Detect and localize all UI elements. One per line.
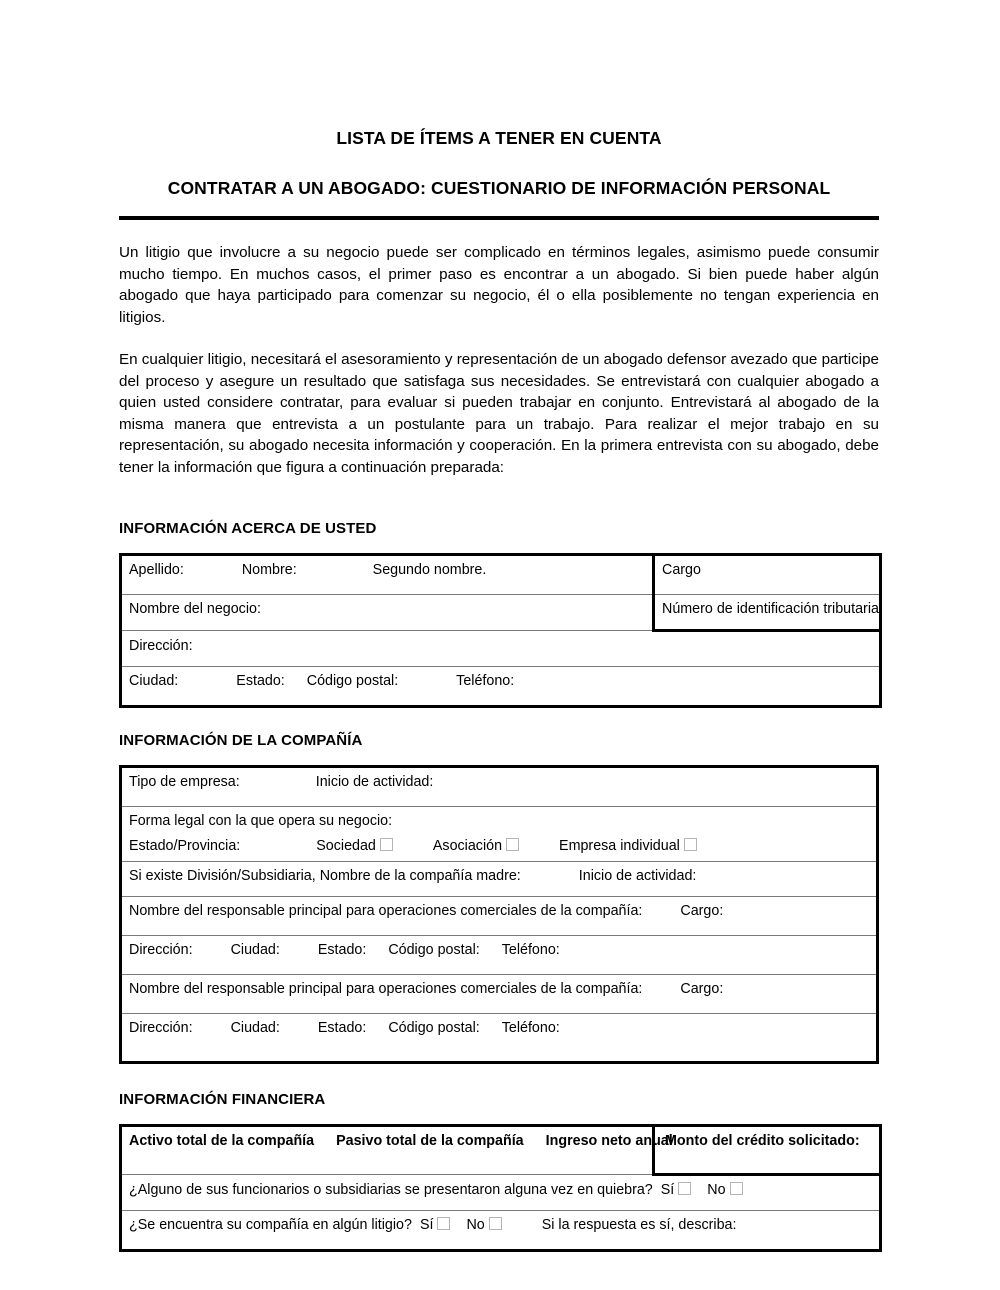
header-divider xyxy=(119,216,879,220)
checkbox-bankruptcy-yes[interactable] xyxy=(678,1182,691,1195)
label-phone-2: Teléfono: xyxy=(501,1020,560,1036)
label-address-2: Dirección: xyxy=(129,1020,193,1036)
table-row xyxy=(121,1211,881,1251)
label-tax-id: Número de identificación tributaria xyxy=(662,601,879,617)
label-responsible-position-1: Cargo: xyxy=(680,903,724,919)
cell-legal-form[interactable] xyxy=(121,807,878,862)
label-phone-1: Teléfono: xyxy=(501,942,560,958)
table-row xyxy=(121,1175,881,1211)
document-page xyxy=(119,0,879,1252)
label-litigation-yes: Sí xyxy=(419,1217,434,1233)
label-credit-amount: Monto del crédito solicitado: xyxy=(665,1133,860,1149)
label-state-province: Estado/Provincia: xyxy=(129,838,241,854)
label-zip: Código postal: xyxy=(306,673,399,689)
section-heading-personal: INFORMACIÓN ACERCA DE USTED xyxy=(119,520,377,537)
personal-information-table xyxy=(119,553,882,708)
financial-information-table xyxy=(119,1124,882,1252)
checkbox-association[interactable] xyxy=(506,838,519,851)
cell-business-name[interactable] xyxy=(121,595,654,631)
label-city-1: Ciudad: xyxy=(230,942,280,958)
label-state-1: Estado: xyxy=(317,942,367,958)
label-responsible-name-1: Nombre del responsable principal para operaciones comerciales de la compañía: xyxy=(129,903,643,919)
table-row xyxy=(121,936,878,975)
cell-address[interactable] xyxy=(121,631,881,667)
label-total-assets: Activo total de la compañía xyxy=(129,1133,315,1149)
table-row xyxy=(121,1126,881,1175)
label-city: Ciudad: xyxy=(129,673,179,689)
cell-business-type[interactable] xyxy=(121,767,878,807)
label-option-sole: Empresa individual xyxy=(559,838,680,854)
cell-litigation-question[interactable] xyxy=(121,1211,881,1251)
intro-paragraph-1: Un litigio que involucre a su negocio puede ser complicado en términos legales, asimismo puede consumir mucho tiempo. En muchos casos, el primer paso es encontrar a un abogado. Si bien puede haber algún abogado que haya participado para comenzar su negocio, él o ella posiblemente no tengan experiencia en litigios. xyxy=(119,244,879,326)
table-row xyxy=(121,555,881,595)
label-option-association: Asociación xyxy=(432,838,503,854)
cell-responsible-address-2[interactable] xyxy=(121,1014,878,1063)
table-row xyxy=(121,975,878,1014)
checkbox-bankruptcy-no[interactable] xyxy=(730,1182,743,1195)
cell-financial-headers[interactable] xyxy=(121,1126,673,1175)
table-row xyxy=(121,862,878,897)
checkbox-partnership[interactable] xyxy=(380,838,393,851)
label-phone: Teléfono: xyxy=(456,673,515,689)
cell-subsidiary[interactable] xyxy=(121,862,878,897)
label-subsidiary-start: Inicio de actividad: xyxy=(578,868,697,884)
label-responsible-position-2: Cargo: xyxy=(680,981,724,997)
label-legal-form: Forma legal con la que opera su negocio: xyxy=(129,813,393,829)
page-subtitle: CONTRATAR A UN ABOGADO: CUESTIONARIO DE INFORMACIÓN PERSONAL xyxy=(167,178,831,198)
table-row xyxy=(121,767,878,807)
section-heading-financial: INFORMACIÓN FINANCIERA xyxy=(119,1091,326,1108)
cell-tax-id[interactable] xyxy=(654,595,881,631)
label-business-name: Nombre del negocio: xyxy=(129,601,261,617)
label-business-type: Tipo de empresa: xyxy=(129,774,240,790)
label-state-2: Estado: xyxy=(317,1020,367,1036)
label-zip-1: Código postal: xyxy=(388,942,480,958)
label-last-name: Apellido: xyxy=(129,562,184,578)
label-address-1: Dirección: xyxy=(129,942,193,958)
page-title: LISTA DE ÍTEMS A TENER EN CUENTA xyxy=(336,128,662,148)
label-net-income: Ingreso neto anual xyxy=(545,1133,673,1149)
label-zip-2: Código postal: xyxy=(388,1020,480,1036)
label-responsible-name-2: Nombre del responsable principal para operaciones comerciales de la compañía: xyxy=(129,981,643,997)
label-city-2: Ciudad: xyxy=(230,1020,280,1036)
checkbox-sole-proprietorship[interactable] xyxy=(684,838,697,851)
table-row xyxy=(121,667,881,707)
label-first-name: Nombre: xyxy=(241,562,297,578)
company-information-table xyxy=(119,765,879,1064)
label-middle-name: Segundo nombre. xyxy=(372,562,487,578)
cell-position[interactable] xyxy=(654,555,881,595)
label-litigation-question: ¿Se encuentra su compañía en algún litigio? xyxy=(129,1217,412,1233)
cell-credit-amount[interactable] xyxy=(654,1126,881,1175)
cell-responsible-2[interactable] xyxy=(121,975,878,1014)
table-row xyxy=(121,897,878,936)
checkbox-litigation-yes[interactable] xyxy=(437,1217,450,1230)
cell-responsible-1[interactable] xyxy=(121,897,878,936)
label-total-liabilities: Pasivo total de la compañía xyxy=(336,1133,524,1149)
label-bankruptcy-yes: Sí xyxy=(660,1182,675,1198)
cell-bankruptcy-question[interactable] xyxy=(121,1175,881,1211)
label-activity-start: Inicio de actividad: xyxy=(315,774,434,790)
table-row xyxy=(121,631,881,667)
cell-city-state-zip-phone[interactable] xyxy=(121,667,881,707)
label-option-partnership: Sociedad xyxy=(316,838,376,854)
label-address: Dirección: xyxy=(129,638,193,654)
label-litigation-describe: Si la respuesta es sí, describa: xyxy=(541,1217,737,1233)
label-state: Estado: xyxy=(236,673,285,689)
table-row xyxy=(121,1014,878,1063)
label-bankruptcy-no: No xyxy=(707,1182,726,1198)
checkbox-litigation-no[interactable] xyxy=(489,1217,502,1230)
table-row xyxy=(121,595,881,631)
section-heading-company: INFORMACIÓN DE LA COMPAÑÍA xyxy=(119,732,363,749)
label-subsidiary: Si existe División/Subsidiaria, Nombre de la compañía madre: xyxy=(129,868,521,884)
label-litigation-no: No xyxy=(466,1217,485,1233)
label-bankruptcy-question: ¿Alguno de sus funcionarios o subsidiarias se presentaron alguna vez en quiebra? xyxy=(129,1182,653,1198)
label-position: Cargo xyxy=(662,562,701,578)
cell-name-fields[interactable] xyxy=(121,555,654,595)
intro-paragraph-2: En cualquier litigio, necesitará el asesoramiento y representación de un abogado defensor avezado que participe del proceso y asegure un resultado que satisfaga sus necesidades. Se entrevistará con cualquier abogado a quien usted considere contratar, para evaluar si pueden trabajar en conjunto. Entrevistará al abogado de la misma manera que entrevista a un postulante para un trabajo. Para realizar el mejor trabajo en su representación, su abogado necesita información y cooperación. En la primera entrevista con su abogado, debe tener la información que figura a continuación preparada: xyxy=(119,351,879,476)
cell-responsible-address-1[interactable] xyxy=(121,936,878,975)
table-row xyxy=(121,807,878,862)
